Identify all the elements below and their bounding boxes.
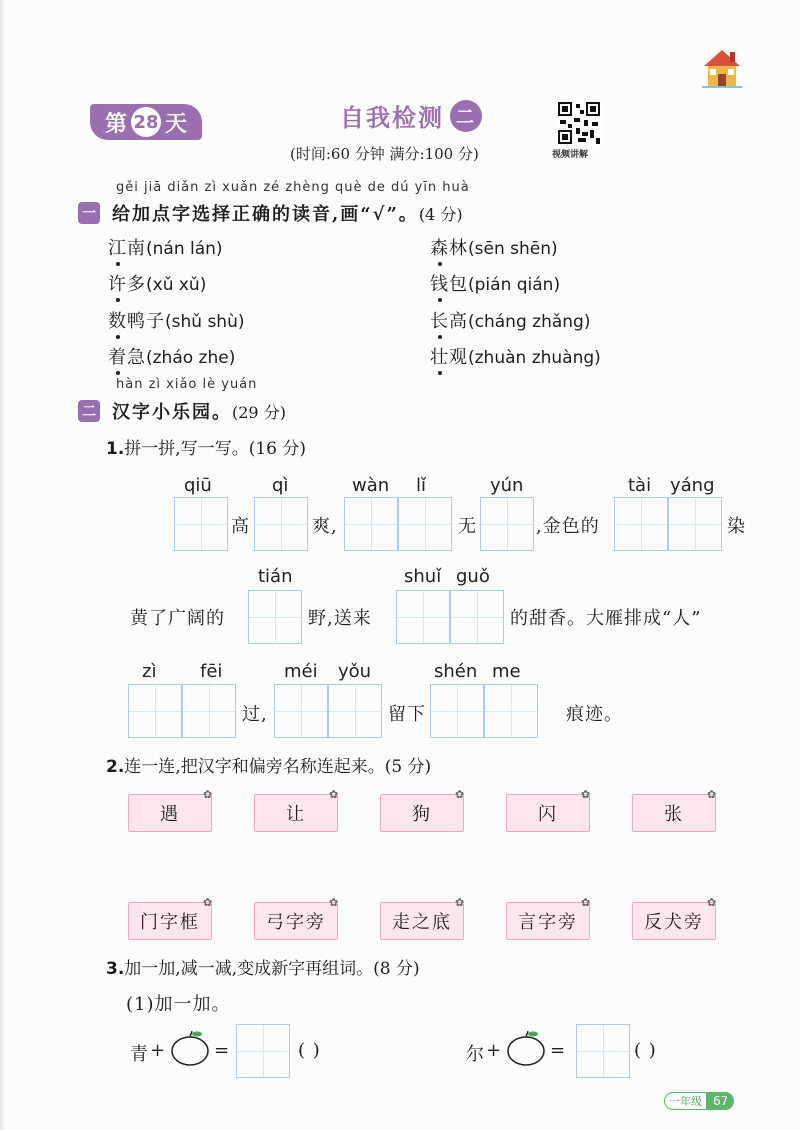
writing-box[interactable] — [182, 684, 236, 738]
section1-points: (4 分) — [418, 205, 463, 224]
section2-points: (29 分) — [232, 403, 286, 422]
text-segment: 爽, — [312, 516, 338, 537]
pinyin-label: tài — [628, 475, 652, 496]
reading-item: 长高(cháng zhǎng) — [430, 311, 591, 332]
apple-icon — [170, 1030, 210, 1066]
plus-sign: + — [486, 1040, 503, 1061]
pinyin-label: qiū — [184, 475, 212, 496]
radical-card[interactable]: 走之底 — [380, 902, 464, 940]
section2-number: 二 — [78, 400, 100, 422]
title-number: 二 — [450, 100, 482, 132]
radical-card[interactable]: 弓字旁 — [254, 902, 338, 940]
q3-heading: 3.加一加,减一减,变成新字再组词。(8 分) — [106, 959, 420, 979]
reading-item: 森林(sēn shēn) — [430, 238, 558, 259]
section2-pinyin: hàn zì xiǎo lè yuán — [116, 377, 258, 392]
section1-heading — [112, 200, 463, 226]
writing-box[interactable] — [480, 497, 534, 551]
character-card[interactable]: 闪 — [506, 794, 590, 832]
pinyin-label: fēi — [200, 661, 223, 682]
pinyin-label: yáng — [670, 475, 715, 496]
writing-box[interactable] — [450, 590, 504, 644]
eq1-char: 青 — [130, 1044, 149, 1065]
butterfly-icon: ✿ — [581, 788, 591, 801]
section1-heading-text: 给加点字选择正确的读音,画“√”。 — [112, 204, 419, 225]
text-segment: 无 — [458, 516, 477, 537]
qr-code-icon[interactable] — [556, 100, 602, 146]
character-card[interactable]: 狗 — [380, 794, 464, 832]
writing-box[interactable] — [398, 497, 452, 551]
radical-card[interactable]: 反犬旁 — [632, 902, 716, 940]
writing-box[interactable] — [236, 1024, 290, 1078]
pinyin-label: guǒ — [456, 566, 490, 587]
pinyin-label: tián — [258, 566, 293, 587]
day-number: 28 — [131, 107, 161, 137]
butterfly-icon: ✿ — [455, 788, 465, 801]
equals-sign: = — [550, 1040, 567, 1061]
text-segment: 野,送来 — [308, 608, 372, 629]
page-title — [340, 98, 482, 133]
pinyin-label: méi — [284, 661, 318, 682]
apple-icon — [506, 1030, 546, 1066]
title-text: 自我检测 — [340, 104, 444, 132]
writing-box[interactable] — [668, 497, 722, 551]
text-segment: 的甜香。大雁排成“人” — [510, 608, 702, 629]
writing-box[interactable] — [430, 684, 484, 738]
eq2-char: 尔 — [466, 1044, 485, 1065]
writing-box[interactable] — [248, 590, 302, 644]
butterfly-icon: ✿ — [581, 896, 591, 909]
text-segment: 过, — [242, 704, 268, 725]
house-icon — [700, 46, 744, 90]
plus-sign: + — [150, 1040, 167, 1061]
writing-box[interactable] — [128, 684, 182, 738]
text-segment: 痕迹。 — [566, 704, 623, 725]
radical-card[interactable]: 言字旁 — [506, 902, 590, 940]
q1-heading: 1.拼一拼,写一写。(16 分) — [106, 439, 307, 459]
writing-box[interactable] — [396, 590, 450, 644]
answer-paren[interactable]: ( ) — [634, 1040, 657, 1061]
equals-sign: = — [214, 1040, 231, 1061]
qr-label: 视频讲解 — [552, 150, 589, 160]
pinyin-label: qì — [272, 475, 289, 496]
radical-card[interactable]: 门字框 — [128, 902, 212, 940]
butterfly-icon: ✿ — [707, 896, 717, 909]
section2-heading-text: 汉字小乐园。 — [112, 402, 232, 423]
page-number — [664, 1092, 734, 1110]
grade-label: 一年级 — [664, 1092, 707, 1110]
text-segment: 留下 — [388, 704, 426, 725]
text-segment: 黄了广阔的 — [130, 608, 225, 629]
page-number-value: 67 — [707, 1092, 734, 1110]
butterfly-icon: ✿ — [203, 788, 213, 801]
butterfly-icon: ✿ — [329, 896, 339, 909]
writing-box[interactable] — [614, 497, 668, 551]
text-segment: ,金色的 — [536, 516, 600, 537]
pinyin-label: shuǐ — [404, 566, 442, 587]
pinyin-label: yǒu — [338, 661, 372, 682]
writing-box[interactable] — [576, 1024, 630, 1078]
reading-item: 许多(xǔ xǔ) — [108, 274, 207, 295]
character-card[interactable]: 张 — [632, 794, 716, 832]
writing-box[interactable] — [484, 684, 538, 738]
writing-box[interactable] — [344, 497, 398, 551]
character-card[interactable]: 遇 — [128, 794, 212, 832]
page-subtitle: (时间:60 分钟 满分:100 分) — [290, 145, 479, 163]
writing-box[interactable] — [328, 684, 382, 738]
reading-item: 数鸭子(shǔ shù) — [108, 311, 245, 332]
section1-pinyin: gěi jiā diǎn zì xuǎn zé zhèng què de dú yīn huà — [116, 180, 470, 195]
butterfly-icon: ✿ — [329, 788, 339, 801]
pinyin-label: lǐ — [416, 475, 427, 496]
writing-box[interactable] — [174, 497, 228, 551]
reading-item: 钱包(pián qián) — [430, 274, 561, 295]
butterfly-icon: ✿ — [455, 896, 465, 909]
writing-box[interactable] — [254, 497, 308, 551]
text-segment: 高 — [231, 516, 250, 537]
pinyin-label: zì — [142, 661, 157, 682]
pinyin-label: yún — [490, 475, 524, 496]
butterfly-icon: ✿ — [203, 896, 213, 909]
q3-sub1: (1)加一加。 — [126, 994, 231, 1015]
writing-box[interactable] — [274, 684, 328, 738]
day-badge — [90, 104, 202, 140]
day-suffix: 天 — [165, 111, 188, 137]
q2-heading: 2.连一连,把汉字和偏旁名称连起来。(5 分) — [106, 757, 432, 777]
pinyin-label: wàn — [352, 475, 390, 496]
pinyin-label: shén — [434, 661, 478, 682]
page-edge — [0, 0, 6, 1130]
section1-number: 一 — [78, 202, 100, 224]
reading-item: 江南(nán lán) — [108, 238, 223, 259]
day-prefix: 第 — [104, 111, 127, 137]
pinyin-label: me — [492, 661, 521, 682]
character-card[interactable]: 让 — [254, 794, 338, 832]
section2-heading — [112, 398, 286, 424]
answer-paren[interactable]: ( ) — [298, 1040, 321, 1061]
butterfly-icon: ✿ — [707, 788, 717, 801]
reading-item: 着急(zháo zhe) — [108, 347, 236, 368]
text-segment: 染 — [727, 516, 746, 537]
reading-item: 壮观(zhuàn zhuàng) — [430, 347, 601, 368]
